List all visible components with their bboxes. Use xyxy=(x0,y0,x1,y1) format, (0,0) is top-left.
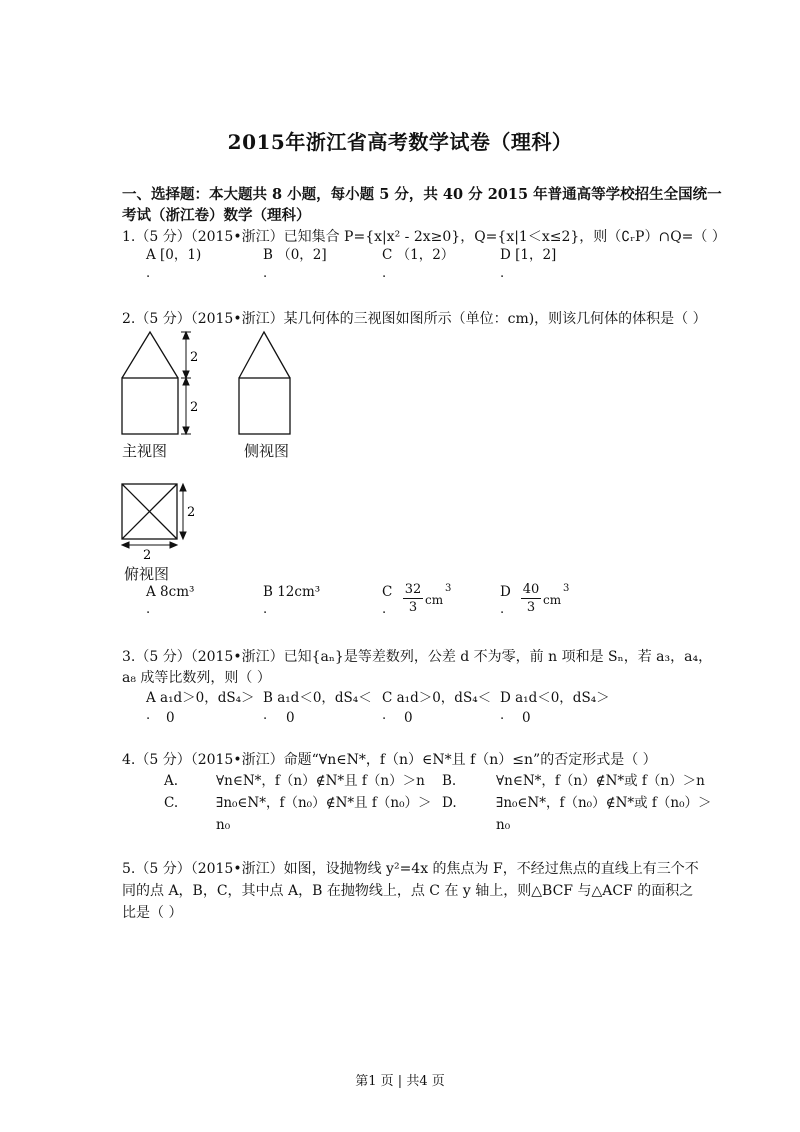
front-view-label: 主视图 xyxy=(122,442,168,460)
q1-option-a: A [0，1) xyxy=(146,247,202,263)
q2-c-denominator: 3 xyxy=(408,600,418,615)
q4-option-d: ∃n₀∈N*，f（n₀）∉N*或 f（n₀）＞ xyxy=(496,795,712,811)
q3-option-b-cont: 0 xyxy=(286,710,295,726)
q5-stem-line2: 同的点 A，B，C，其中点 A，B 在抛物线上，点 C 在 y 轴上，则△BCF 与△ACF 的面积之 xyxy=(122,883,694,899)
q3-dot-d: . xyxy=(500,708,505,723)
q1-dot-c: . xyxy=(382,266,387,281)
front-view xyxy=(122,332,178,434)
q1-option-c: C （1，2） xyxy=(382,247,455,263)
q4-option-c: ∃n₀∈N*，f（n₀）∉N*且 f（n₀）＞ xyxy=(216,795,432,811)
q3-option-c: C a₁d＞0，dS₄＜ xyxy=(382,690,492,706)
section-heading-line1: 一、选择题：本大题共 8 小题，每小题 5 分，共 40 分 2015 年普通高等学校招生全国统一 xyxy=(122,186,722,203)
q3-stem-line1: 3.（5 分）（2015•浙江）已知{aₙ}是等差数列，公差 d 不为零，前 n 项和是 Sₙ，若 a₃，a₄， xyxy=(122,649,713,665)
q1-stem: 1.（5 分）（2015•浙江）已知集合 P={x|x² - 2x≥0}，Q={x|1＜x≤2}，则（∁ᵣP）∩Q=（ ） xyxy=(122,229,726,245)
q1-dot-a: . xyxy=(146,266,151,281)
q3-dot-b: . xyxy=(263,708,268,723)
q2-dot-c: . xyxy=(382,602,387,617)
q2-c-exponent: 3 xyxy=(445,583,452,594)
q1-dot-b: . xyxy=(263,266,268,281)
side-view-label: 侧视图 xyxy=(244,442,290,460)
q2-c-fraction-bar xyxy=(403,598,423,599)
front-dim-bottom: 2 xyxy=(190,400,199,415)
q2-stem: 2.（5 分）（2015•浙江）某几何体的三视图如图所示（单位：cm)，则该几何体的体积是（ ） xyxy=(122,311,707,327)
q4-option-a-letter: A. xyxy=(164,773,179,789)
section-heading-line2: 考试（浙江卷）数学（理科） xyxy=(122,207,311,224)
q1-option-b: B （0，2] xyxy=(263,247,327,263)
q2-dot-b: . xyxy=(263,602,268,617)
q4-option-b-letter: B. xyxy=(442,773,457,789)
q3-option-b: B a₁d＜0，dS₄＜ xyxy=(263,690,372,706)
top-view-label: 俯视图 xyxy=(124,565,170,583)
front-dim-top: 2 xyxy=(190,350,199,365)
q4-option-b: ∀n∈N*，f（n）∉N*或 f（n）＞n xyxy=(496,773,705,789)
q3-dot-a: . xyxy=(146,708,151,723)
front-view-dimension xyxy=(181,332,191,434)
q2-d-numerator: 40 xyxy=(522,582,540,597)
q1-option-d: D [1，2] xyxy=(500,247,557,263)
q2-option-a: A 8cm³ xyxy=(146,584,195,600)
q2-d-fraction-bar xyxy=(521,598,541,599)
q4-option-c-cont: n₀ xyxy=(216,817,231,833)
page-footer: 第1 页 | 共4 页 xyxy=(355,1074,445,1089)
q4-option-d-letter: D. xyxy=(442,795,457,811)
q4-stem: 4.（5 分）（2015•浙江）命题“∀n∈N*，f（n）∈N*且 f（n）≤n”的否定形式是（ ） xyxy=(122,752,657,768)
q5-stem-line3: 比是（ ） xyxy=(122,905,183,921)
page-title: 2015年浙江省高考数学试卷（理科） xyxy=(227,130,573,154)
q5-stem-line1: 5.（5 分）（2015•浙江）如图，设抛物线 y²=4x 的焦点为 F，不经过焦点的直线上有三个不 xyxy=(122,861,699,877)
q2-d-unit: cm xyxy=(543,593,562,607)
q2-d-exponent: 3 xyxy=(563,583,570,594)
q3-option-a: A a₁d＞0，dS₄＞ xyxy=(146,690,255,706)
q3-option-c-cont: 0 xyxy=(404,710,413,726)
side-view xyxy=(239,332,290,434)
q2-c-unit: cm xyxy=(425,593,444,607)
q3-stem-line2: a₈ 成等比数列，则（ ） xyxy=(122,670,271,686)
q2-dot-a: . xyxy=(146,602,151,617)
q3-option-d: D a₁d＜0，dS₄＞ xyxy=(500,690,610,706)
top-dim-right: 2 xyxy=(187,505,196,520)
top-view xyxy=(122,484,177,539)
q2-d-denominator: 3 xyxy=(526,600,536,615)
q4-option-d-cont: n₀ xyxy=(496,817,511,833)
q3-option-a-cont: 0 xyxy=(166,710,175,726)
q1-dot-d: . xyxy=(500,266,505,281)
q2-option-c-letter: C xyxy=(382,584,393,600)
q4-option-c-letter: C. xyxy=(164,795,179,811)
q2-option-b: B 12cm³ xyxy=(263,584,321,600)
top-dim-bottom: 2 xyxy=(143,548,152,563)
q3-dot-c: . xyxy=(382,708,387,723)
q4-option-a: ∀n∈N*，f（n）∉N*且 f（n）＞n xyxy=(216,773,425,789)
q3-option-d-cont: 0 xyxy=(522,710,531,726)
q2-c-numerator: 32 xyxy=(404,582,422,597)
q2-dot-d: . xyxy=(500,602,505,617)
q2-option-d-letter: D xyxy=(500,584,511,600)
